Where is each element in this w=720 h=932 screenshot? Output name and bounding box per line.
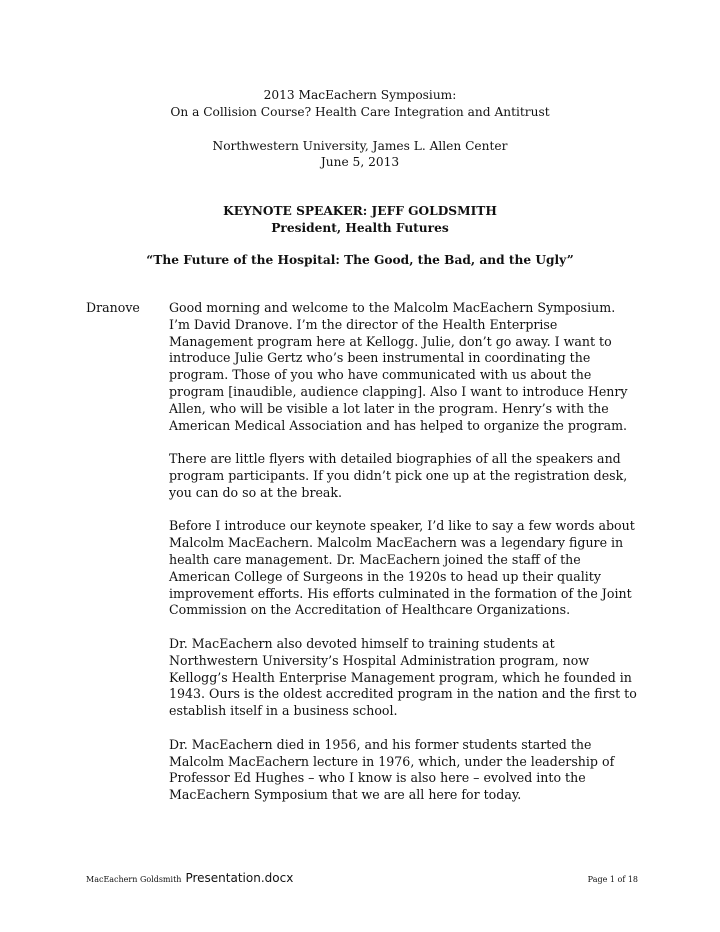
speaker-name: Dranove	[86, 300, 140, 315]
footer-doc-file: Presentation.docx	[185, 871, 294, 885]
header-line-1: 2013 MacEachern Symposium:	[263, 88, 457, 102]
keynote-speaker-line: KEYNOTE SPEAKER: JEFF GOLDSMITH	[223, 204, 497, 218]
transcript-body	[169, 300, 639, 821]
transcript-paragraph: There are little flyers with detailed biographies of all the speakers and program participants. If you didn’t pick one up at the registration desk, you can do so at the break.	[169, 451, 628, 500]
transcript-paragraph: Dr. MacEachern also devoted himself to training students at Northwestern University’s Hospital Administration program, now Kellogg’s Health Enterprise Management program, which he founded in 1943. Ours is the oldest accredited program in the nation and the first to establish itself in a business school.	[169, 635, 637, 719]
header-line-2: On a Collision Course? Health Care Integration and Antitrust	[170, 105, 550, 119]
keynote-role-line: President, Health Futures	[271, 221, 449, 235]
footer-doc-prefix: MacEachern Goldsmith	[86, 875, 182, 884]
date-line: June 5, 2013	[320, 155, 400, 169]
transcript-paragraph: Dr. MacEachern died in 1956, and his former students started the Malcolm MacEachern lecture in 1976, which, under the leadership of Professor Ed Hughes – who I know is also here – evolved into the MacEachern Symposium that we are all here for today.	[169, 736, 615, 803]
footer-page-number: Page 1 of 18	[587, 875, 638, 884]
venue-line: Northwestern University, James L. Allen Center	[212, 139, 508, 153]
transcript-paragraph: Good morning and welcome to the Malcolm MacEachern Symposium. I’m David Dranove. I’m the director of the Health Enterprise Management program here at Kellogg. Julie, don’t go away. I want to introduce Julie Gertz who’s been instrumental in coordinating the program. Those of you who have communicated with us about the program [inaudible, audience clapping]. Also I want to introduce Henry Allen, who will be visible a lot later in the program. Henry’s with the American Medical Association and has helped to organize the program.	[169, 300, 628, 433]
footer-document-name	[86, 871, 293, 885]
talk-title: “The Future of the Hospital: The Good, the Bad, and the Ugly”	[146, 253, 574, 267]
transcript-paragraph: Before I introduce our keynote speaker, I’d like to say a few words about Malcolm MacEachern. Malcolm MacEachern was a legendary figure in health care management. Dr. MacEachern joined the staff of the American College of Surgeons in the 1920s to head up their quality improvement efforts. His efforts culminated in the formation of the Joint Commission on the Accreditation of Healthcare Organizations.	[169, 518, 635, 618]
